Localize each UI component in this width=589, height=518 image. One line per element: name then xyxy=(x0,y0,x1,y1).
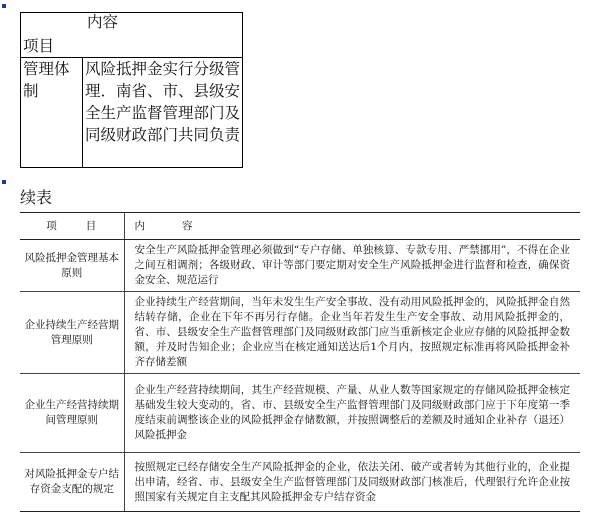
table-row xyxy=(20,374,580,453)
row-item: 企业生产经营持续期间管理原则 xyxy=(20,374,124,453)
table-row xyxy=(20,453,580,512)
main-header-item-b: 目 xyxy=(85,219,98,232)
top-row-item: 管理体制 xyxy=(21,58,83,168)
row-content: 企业生产经营持续期间，其生产经营规模、产量、从业人数等国家规定的存储风险抵押金核定基础发生较大变动的，省、市、县级安全生产监督管理部门及同级财政部门应于下年度第一季度结束前调整该企业的风险抵押金存储数额，并按照调整后的差额及时通知企业补存（退还）风险抵押金 xyxy=(124,374,580,453)
main-header-content-b: 容 xyxy=(182,219,194,232)
bullet-marker-top xyxy=(2,4,6,8)
bullet-marker-middle xyxy=(2,180,6,184)
row-item: 风险抵押金管理基本原则 xyxy=(20,240,124,292)
top-header-item: 项目 xyxy=(23,37,55,55)
top-header-content: 内容 xyxy=(87,13,119,31)
main-header-content xyxy=(124,213,580,240)
main-header-item xyxy=(20,213,124,240)
top-table xyxy=(20,12,243,168)
row-content: 安全生产风险抵押金管理必须做到“专户存储、单独核算、专款专用、严禁挪用”，不得在企业之间互相调剂；各级财政、审计等部门要定期对安全生产风险抵押金进行监督和检查，确保资金安全、规范运行 xyxy=(124,240,580,292)
row-item: 企业持续生产经营期管理原则 xyxy=(20,292,124,374)
row-content: 按照规定已经存储安全生产风险抵押金的企业，依法关闭、破产或者转为其他行业的，企业提出申请，经省、市、县级安全生产监督管理部门及同级财政部门核准后，代理银行允许企业按照国家有关规定自主支配其风险抵押金专户结存资金 xyxy=(124,453,580,512)
continuation-title: 续表 xyxy=(20,188,53,207)
main-header-item-a: 项 xyxy=(46,219,58,232)
main-table-header-row xyxy=(20,213,580,240)
main-header-content-a: 内 xyxy=(134,219,146,232)
table-row xyxy=(20,240,580,292)
main-table xyxy=(20,212,580,512)
top-table-header-cell xyxy=(21,13,243,58)
top-table-row xyxy=(21,58,243,168)
row-item: 对风险抵押金专户结存资金支配的规定 xyxy=(20,453,124,512)
row-content: 企业持续生产经营期间，当年未发生生产安全事故、没有动用风险抵押金的，风险抵押金自然结转存储，企业在下年不再另行存储。企业当年若发生生产安全事故、动用风险抵押金的，省、市、县级安全生产监督管理部门及同级财政部门应当重新核定企业应存储的风险抵押金数额，并及时告知企业；企业应当在核定通知送达后1个月内，按照规定标准再将风险抵押金补齐存储差额 xyxy=(124,292,580,374)
top-row-content: 风险抵押金实行分级管理．南省、市、县级安全生产监督管理部门及同级财政部门共同负责 xyxy=(83,58,243,168)
table-row xyxy=(20,292,580,374)
top-table-header-row xyxy=(21,13,243,58)
